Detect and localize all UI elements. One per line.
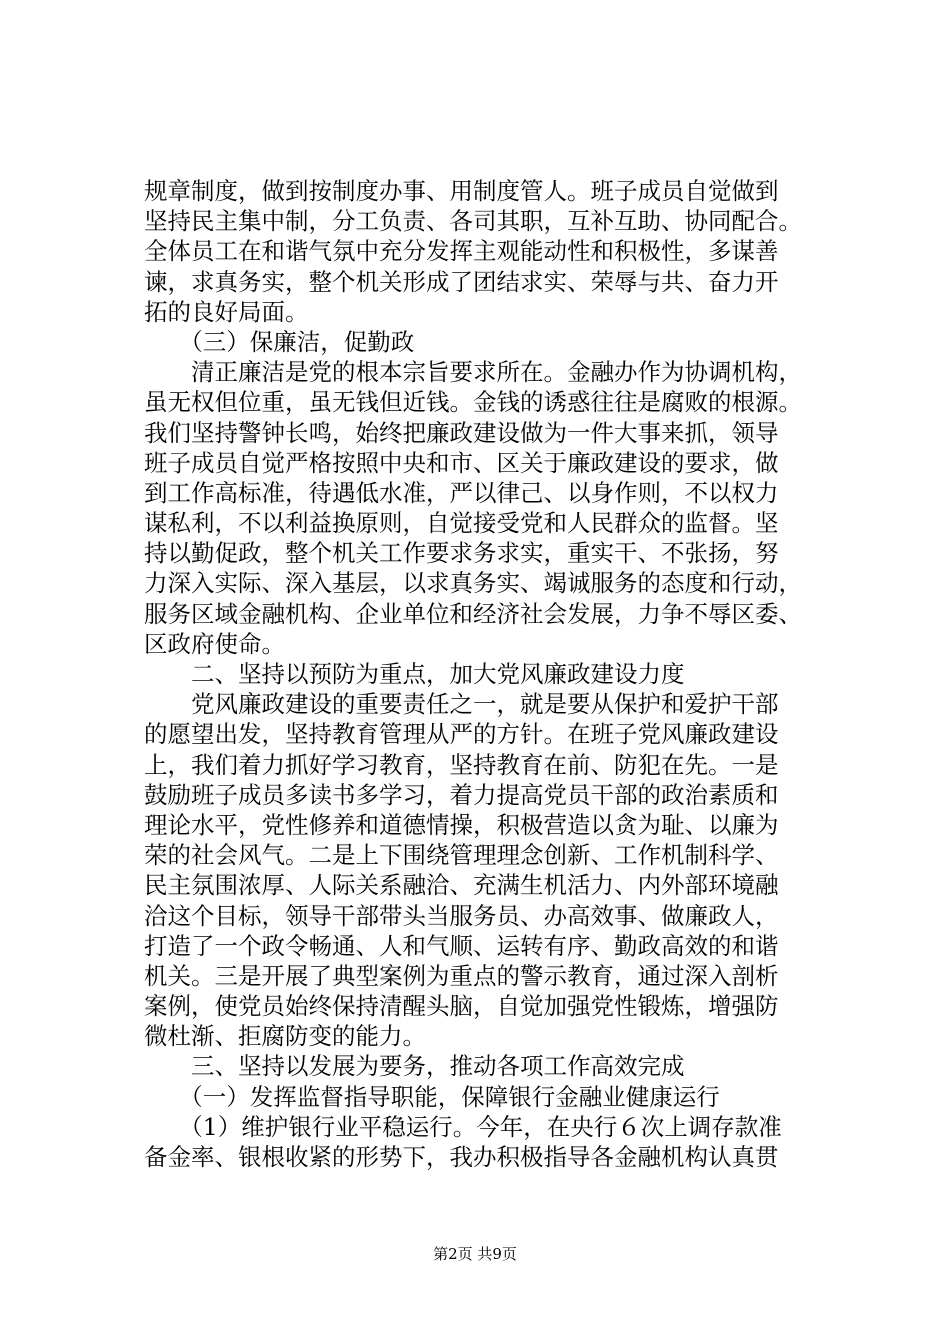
- text-line: 备金率、银根收紧的形势下，我办积极指导各金融机构认真贯: [144, 1143, 779, 1171]
- text-line: 清正廉洁是党的根本宗旨要求所在。金融办作为协调机构，: [144, 358, 802, 387]
- text-line: 二、坚持以预防为重点，加大党风廉政建设力度: [144, 660, 685, 688]
- text-line: 坚持民主集中制，分工负责、各司其职，互补互助、协同配合。: [144, 207, 802, 236]
- text-line: 上，我们着力抓好学习教育，坚持教育在前、防犯在先。一是: [144, 750, 779, 779]
- text-line: 打造了一个政令畅通、人和气顺、运转有序、勤政高效的和谐: [144, 931, 779, 960]
- text-line: 党风廉政建设的重要责任之一，就是要从保护和爱护干部: [144, 690, 779, 719]
- text-line: 荣的社会风气。二是上下围绕管理理念创新、工作机制科学、: [144, 841, 779, 870]
- text-line: 民主氛围浓厚、人际关系融洽、充满生机活力、内外部环境融: [144, 871, 779, 900]
- text-line: 力深入实际、深入基层，以求真务实、竭诚服务的态度和行动，: [144, 569, 802, 598]
- text-line: 洽这个目标，领导干部带头当服务员、办高效事、做廉政人，: [144, 901, 779, 930]
- text-line: 的愿望出发，坚持教育管理从严的方针。在班子党风廉政建设: [144, 720, 779, 749]
- text-line: 到工作高标准，待遇低水准，严以律己、以身作则，不以权力: [144, 478, 779, 507]
- text-line: 拓的良好局面。: [144, 297, 309, 326]
- text-line: 全体员工在和谐气氛中充分发挥主观能动性和积极性，多谋善: [144, 237, 779, 266]
- text-line: 微杜渐、拒腐防变的能力。: [144, 1022, 426, 1051]
- text-line: 规章制度，做到按制度办事、用制度管人。班子成员自觉做到: [144, 177, 779, 205]
- text-line: 案例，使党员始终保持清醒头脑，自觉加强党性锻炼，增强防: [144, 992, 779, 1021]
- text-line: 理论水平，党性修养和道德情操，积极营造以贪为耻、以廉为: [144, 810, 779, 839]
- text-line: 谋私利，不以利益换原则，自觉接受党和人民群众的监督。坚: [144, 509, 779, 538]
- text-line: 区政府使命。: [144, 629, 285, 658]
- text-line: 我们坚持警钟长鸣，始终把廉政建设做为一件大事来抓，领导: [144, 418, 779, 447]
- text-line: 鼓励班子成员多读书多学习，着力提高党员干部的政治素质和: [144, 780, 779, 809]
- text-line: 三、坚持以发展为要务，推动各项工作高效完成: [144, 1052, 685, 1081]
- text-line: （1）维护银行业平稳运行。今年，在央行６次上调存款准: [144, 1112, 782, 1141]
- text-line: 谏，求真务实，整个机关形成了团结求实、荣辱与共、奋力开: [144, 267, 779, 296]
- text-line: 虽无权但位重，虽无钱但近钱。金钱的诱惑往往是腐败的根源。: [144, 388, 802, 417]
- text-line: （三）保廉洁，促勤政: [144, 327, 415, 356]
- text-line: 持以勤促政，整个机关工作要求务求实，重实干、不张扬，努: [144, 539, 779, 568]
- text-line: 服务区域金融机构、企业单位和经济社会发展，力争不辱区委、: [144, 599, 802, 628]
- text-line: 班子成员自觉严格按照中央和市、区关于廉政建设的要求，做: [144, 448, 779, 477]
- text-line: （一）发挥监督指导职能，保障银行金融业健康运行: [144, 1082, 720, 1111]
- body-text: [144, 176, 844, 1172]
- page-footer: 第2页 共9页: [433, 1245, 517, 1263]
- text-line: 机关。三是开展了典型案例为重点的警示教育，通过深入剖析: [144, 961, 779, 990]
